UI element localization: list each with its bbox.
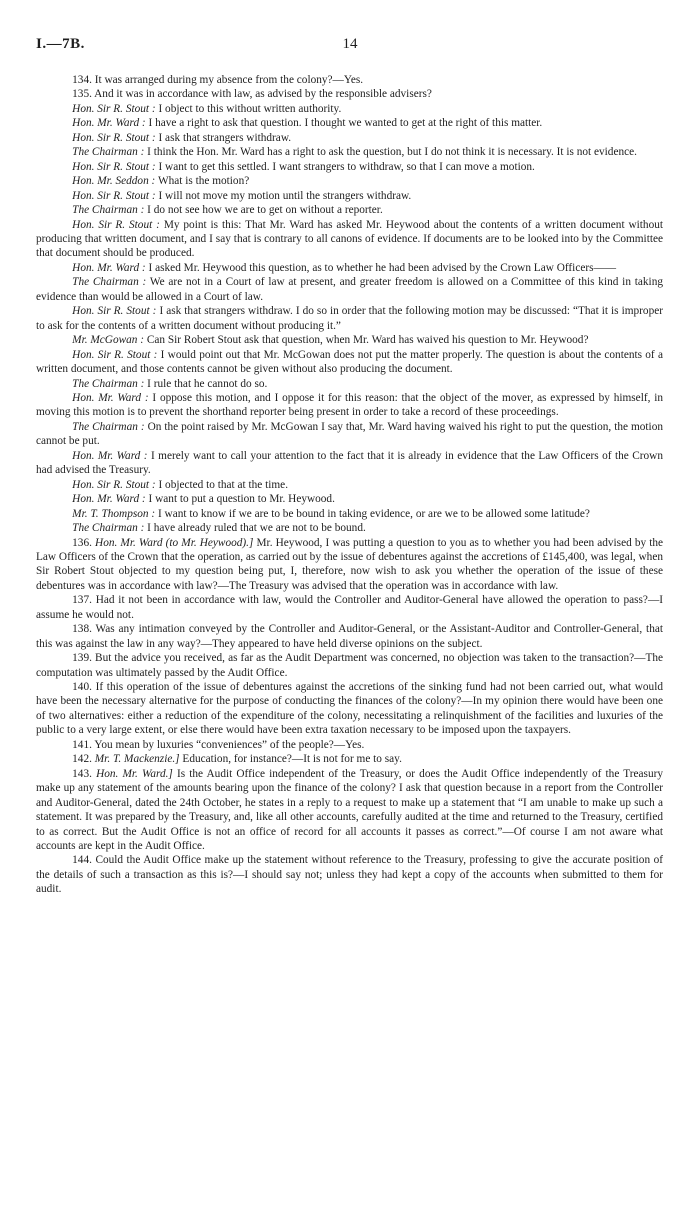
paragraph-text: I do not see how we are to get on without a reporter. bbox=[147, 204, 383, 217]
speaker-name: Hon. Sir R. Stout : bbox=[72, 160, 156, 173]
paragraph-text: And it was in accordance with law, as advised by the responsible advisers? bbox=[94, 88, 432, 101]
paragraph-text: I want to put a question to Mr. Heywood. bbox=[148, 493, 335, 506]
paragraph-text: I asked Mr. Heywood this question, as to whether he had been advised by the Crown Law Officers—— bbox=[148, 261, 617, 274]
evidence-paragraph bbox=[36, 261, 663, 275]
paragraph-text: Is the Audit Office independent of the Treasury, or does the Audit Office independently of the Treasury make up any statement of the amounts bearing upon the finance of the colony? I ask that question because in a report from the Controller and Auditor-General, dated the 24th October, he states in a reply to a request to make up a statement that “I am unable to make up such a statement. It was prepared by the Treasury, and, like all other accounts, carefully audited at the time and returned to the Treasury, certified to as correct. But the Audit Office is not an office of record for all accounts it passes as correct.”—Of course I am not aware what accounts are kept in the Audit Office. bbox=[36, 767, 663, 853]
speaker-name: The Chairman : bbox=[72, 146, 145, 159]
page-number: 14 bbox=[342, 36, 358, 52]
speaker-name: The Chairman : bbox=[72, 204, 145, 217]
question-number: 143. bbox=[72, 767, 92, 780]
question-number: 138. bbox=[72, 623, 92, 636]
paragraph-text: I want to get this settled. I want strangers to withdraw, so that I can move a motion. bbox=[158, 160, 535, 173]
paragraph-text: Could the Audit Office make up the statement without reference to the Treasury, professing to give the accurate position of the details of such a transaction as this is?—I should say not; unless they had kept a copy of the accounts when submitted to them for audit. bbox=[36, 854, 663, 896]
evidence-paragraph bbox=[36, 420, 663, 449]
evidence-paragraph bbox=[36, 87, 663, 101]
paragraph-text: I want to know if we are to be bound in taking evidence, or are we to be allowed some latitude? bbox=[157, 507, 590, 520]
paragraph-text: It was arranged during my absence from the colony?—Yes. bbox=[94, 74, 364, 86]
evidence-paragraph bbox=[36, 304, 663, 333]
paragraph-text: Can Sir Robert Stout ask that question, when Mr. Ward has waived his question to Mr. Heywood? bbox=[146, 334, 589, 347]
evidence-paragraph bbox=[36, 160, 663, 174]
evidence-paragraph bbox=[36, 218, 663, 261]
evidence-paragraph bbox=[36, 622, 663, 651]
evidence-paragraph bbox=[36, 651, 663, 680]
paragraph-text: I oppose this motion, and I oppose it for this reason: that the object of the mover, as expressed by himself, in moving this motion is to prevent the shorthand reporter being present in order to take a record of these proceedings. bbox=[36, 391, 663, 419]
speaker-name: Hon. Sir R. Stout : bbox=[72, 131, 156, 144]
paragraph-text: I object to this without written authority. bbox=[158, 102, 342, 115]
evidence-paragraph bbox=[36, 521, 663, 535]
evidence-paragraph bbox=[36, 391, 663, 420]
speaker-name: Mr. McGowan : bbox=[72, 334, 145, 347]
paragraph-text: I would point out that Mr. McGowan does not put the matter properly. The question is about the contents of a written document, and those contents cannot be given without also producing the document. bbox=[36, 348, 663, 376]
evidence-paragraph bbox=[36, 536, 663, 594]
evidence-paragraph bbox=[36, 189, 663, 203]
question-number: 137. bbox=[72, 594, 92, 607]
paragraph-text: I think the Hon. Mr. Ward has a right to ask the question, but I do not think it is necessary. It is not evidence. bbox=[147, 146, 637, 159]
speaker-name: Mr. T. Mackenzie.] bbox=[94, 753, 180, 766]
paragraph-text: Was any intimation conveyed by the Controller and Auditor-General, or the Assistant-Auditor and Controller-General, that this was against the law in any way?—They appeared to have held diverse opinions on the subject. bbox=[36, 623, 663, 650]
speaker-name: Hon. Mr. Ward (to Mr. Heywood).] bbox=[95, 536, 254, 549]
question-number: 136. bbox=[72, 536, 92, 549]
speaker-name: Hon. Mr. Ward : bbox=[72, 391, 149, 404]
evidence-paragraph bbox=[36, 478, 663, 492]
speaker-name: Hon. Mr. Ward : bbox=[72, 117, 146, 130]
evidence-paragraph bbox=[36, 507, 663, 521]
evidence-text bbox=[36, 73, 663, 897]
speaker-name: Hon. Sir R. Stout : bbox=[72, 218, 160, 231]
paragraph-text: Mr. Heywood, I was putting a question to you as to whether you had been advised by the Law Officers of the Crown that the operation, as carried out by the issue of debentures against the accretions of £145,400, was legal, when Sir Robert Stout objected to my question being put, I, therefore, now wish to ask you whether the operation of the issue of these debentures was in accordance with law?—The Treasury was advised that the operation was in accordance with law. bbox=[36, 536, 664, 592]
speaker-name: Hon. Mr. Seddon : bbox=[72, 175, 156, 188]
paragraph-text: I rule that he cannot do so. bbox=[147, 377, 268, 390]
evidence-paragraph bbox=[36, 203, 663, 217]
evidence-paragraph bbox=[36, 174, 663, 188]
evidence-paragraph bbox=[36, 449, 663, 478]
question-number: 140. bbox=[72, 681, 92, 694]
speaker-name: Hon. Sir R. Stout : bbox=[72, 478, 156, 491]
question-number: 135. bbox=[72, 88, 92, 101]
evidence-paragraph bbox=[36, 377, 663, 391]
speaker-name: Hon. Mr. Ward : bbox=[72, 493, 146, 506]
paragraph-text: What is the motion? bbox=[157, 175, 250, 188]
evidence-paragraph bbox=[36, 680, 663, 738]
question-number: 142. bbox=[72, 753, 92, 766]
paragraph-text: I have a right to ask that question. I thought we wanted to get at the right of this matter. bbox=[148, 117, 543, 130]
question-number: 139. bbox=[72, 652, 92, 665]
evidence-paragraph bbox=[36, 348, 663, 377]
paragraph-text: My point is this: That Mr. Ward has asked Mr. Heywood about the contents of a written document without producing that written document, and I say that is contrary to all canons of evidence. If documents are to be looked into by the Committee that document should be produced. bbox=[36, 218, 664, 260]
evidence-paragraph bbox=[36, 767, 663, 854]
question-number: 134. bbox=[72, 74, 92, 86]
speaker-name: The Chairman : bbox=[72, 377, 145, 390]
speaker-name: Hon. Sir R. Stout : bbox=[72, 102, 156, 115]
evidence-paragraph bbox=[36, 275, 663, 304]
speaker-name: Hon. Mr. Ward : bbox=[72, 261, 146, 274]
evidence-paragraph bbox=[36, 752, 663, 766]
paragraph-text: But the advice you received, as far as the Audit Department was concerned, no objection was taken to the transaction?—The computation was ultimately passed by the Audit Office. bbox=[36, 652, 664, 679]
speaker-name: Hon. Mr. Ward : bbox=[72, 449, 148, 462]
paragraph-text: I merely want to call your attention to the fact that it is already in evidence that the Law Officers of the Crown had advised the Treasury. bbox=[36, 449, 663, 477]
paragraph-text: I objected to that at the time. bbox=[158, 478, 289, 491]
speaker-name: The Chairman : bbox=[72, 276, 147, 289]
evidence-paragraph bbox=[36, 738, 663, 752]
paragraph-text: Had it not been in accordance with law, would the Controller and Auditor-General have allowed the operation to pass?—I assume he would not. bbox=[36, 594, 664, 621]
speaker-name: Hon. Mr. Ward.] bbox=[96, 767, 173, 780]
evidence-paragraph bbox=[36, 492, 663, 506]
speaker-name: The Chairman : bbox=[72, 522, 145, 535]
question-number: 144. bbox=[72, 854, 92, 867]
paragraph-text: Education, for instance?—It is not for me to say. bbox=[182, 753, 402, 766]
paragraph-text: I ask that strangers withdraw. I do so in order that the following motion may be discussed: “That it is improper to ask for the contents of a written document without producing it.” bbox=[36, 305, 663, 332]
speaker-name: Hon. Sir R. Stout : bbox=[72, 348, 158, 361]
evidence-paragraph bbox=[36, 73, 663, 87]
document-reference: I.—7B. bbox=[36, 36, 85, 52]
evidence-paragraph bbox=[36, 131, 663, 145]
paragraph-text: On the point raised by Mr. McGowan I say that, Mr. Ward having waived his right to put the question, the motion cannot be put. bbox=[36, 420, 663, 448]
speaker-name: The Chairman : bbox=[72, 420, 145, 433]
evidence-paragraph bbox=[36, 102, 663, 116]
paragraph-text: I will not move my motion until the strangers withdraw. bbox=[158, 189, 412, 202]
paragraph-text: I have already ruled that we are not to be bound. bbox=[147, 522, 366, 535]
question-number: 141. bbox=[72, 738, 92, 751]
page-header bbox=[36, 36, 664, 56]
evidence-paragraph bbox=[36, 853, 663, 896]
speaker-name: Hon. Sir R. Stout : bbox=[72, 189, 156, 202]
paragraph-text: You mean by luxuries “conveniences” of the people?—Yes. bbox=[94, 738, 365, 751]
paragraph-text: If this operation of the issue of debentures against the accretions of the sinking fund had not been carried out, what would have been the necessary alternative for the purpose of conducting the finances of the colony?—In my opinion there would have been one of two alternatives: either a reduction of the expenditure of the colony, necessitating a relinquishment of the facilities and luxuries of the public to a very large extent, or else there would have been extra taxation necessary to be imposed upon the taxpayers. bbox=[36, 681, 663, 737]
speaker-name: Hon. Sir R. Stout : bbox=[72, 305, 157, 318]
paragraph-text: We are not in a Court of law at present, and greater freedom is allowed on a Committee of this kind in taking evidence than would be allowed in a Court of law. bbox=[36, 276, 663, 303]
speaker-name: Mr. T. Thompson : bbox=[72, 507, 156, 520]
evidence-paragraph bbox=[36, 593, 663, 622]
paragraph-text: I ask that strangers withdraw. bbox=[158, 131, 292, 144]
evidence-paragraph bbox=[36, 116, 663, 130]
evidence-paragraph bbox=[36, 145, 663, 159]
evidence-paragraph bbox=[36, 333, 663, 347]
